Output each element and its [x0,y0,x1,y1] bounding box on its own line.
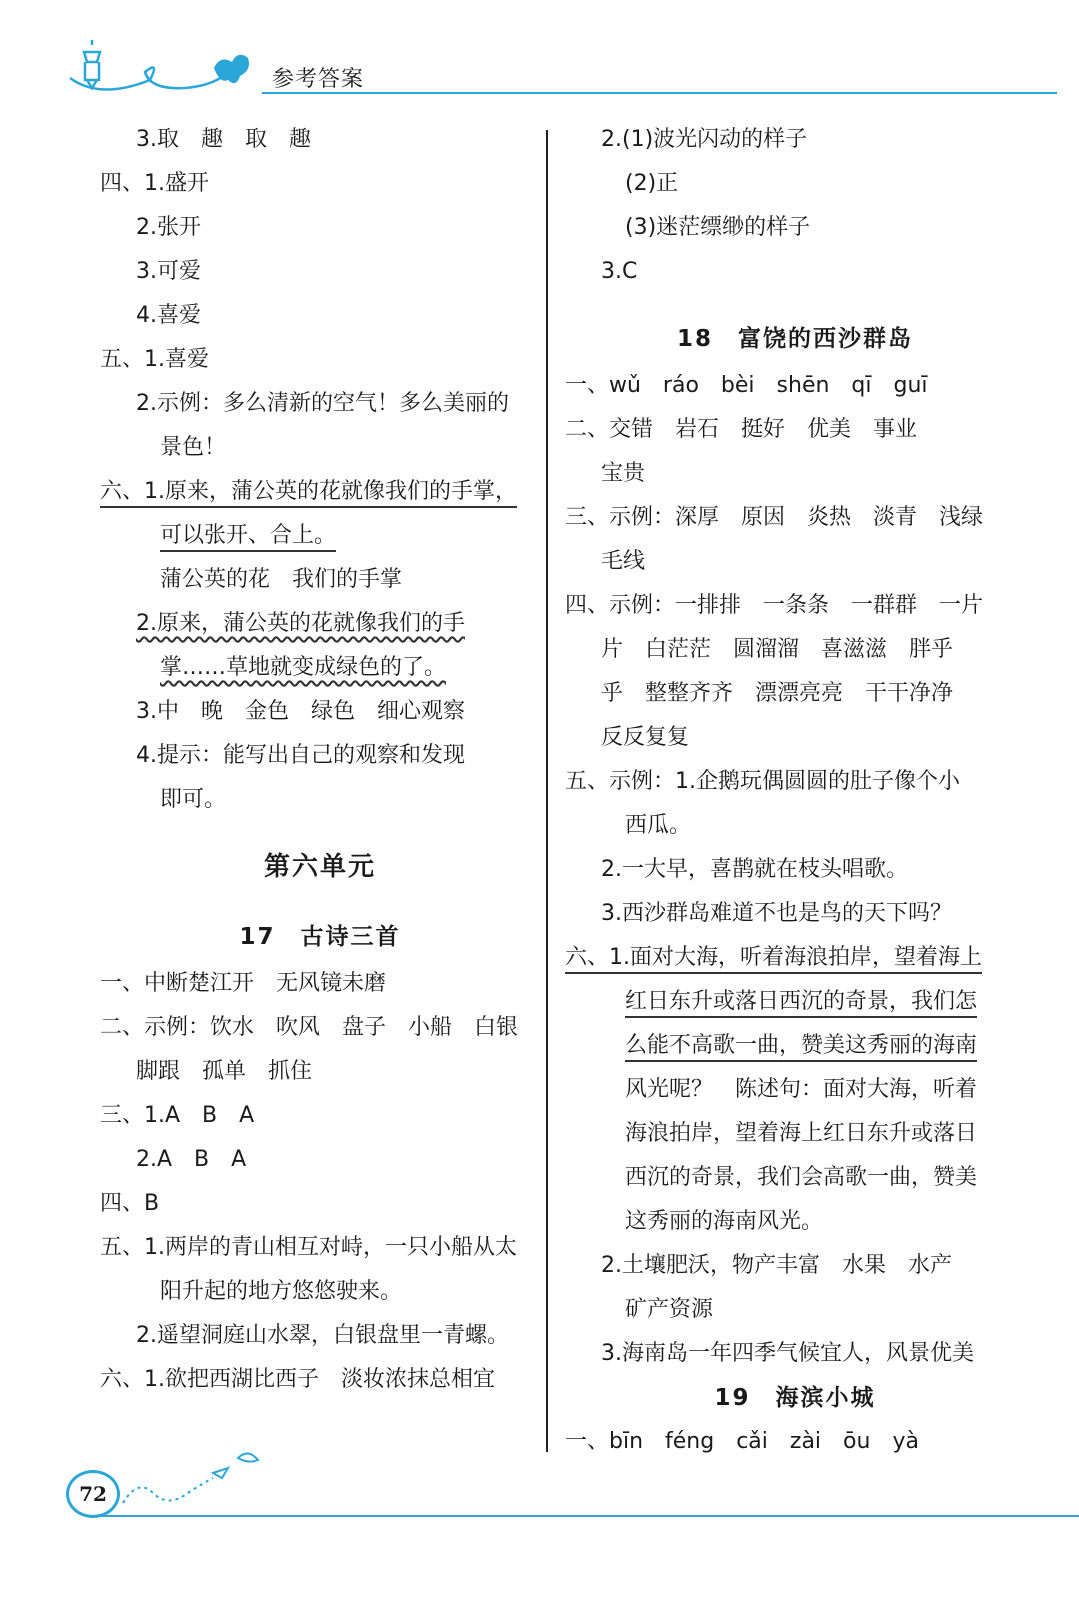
answer-line: 阳升起的地方悠悠驶来。 [160,1279,403,1304]
answer-line: 二、交错 岩石 挺好 优美 事业 [565,417,918,442]
answer-line: 3.可爱 [136,259,201,284]
underlined-answer: 六、1.原来，蒲公英的花就像我们的手掌， [100,479,517,508]
underlined-answer: 么能不高歌一曲，赞美这秀丽的海南 [625,1033,977,1062]
answer-line [100,602,540,646]
answer-line: 蒲公英的花 我们的手掌 [160,567,403,592]
answer-line: 一、bīn féng cǎi zài ōu yà [565,1429,919,1454]
answer-line: 脚跟 孤单 抓住 [136,1059,313,1084]
header-title: 参考答案 [272,67,365,92]
underlined-answer: 可以张开、合上。 [160,523,336,552]
answer-line: 一、wǔ ráo bèi shēn qī guī [565,373,928,398]
answer-line: 片 白茫茫 圆溜溜 喜滋滋 胖乎 [601,637,954,662]
answer-line: 矿产资源 [625,1297,714,1322]
answer-line: 毛线 [601,549,646,574]
answer-line: 3.取 趣 取 趣 [136,127,311,152]
column-divider [546,130,548,1452]
answer-line: 乎 整整齐齐 漂漂亮亮 干干净净 [601,681,954,706]
underlined-answer: 红日东升或落日西沉的奇景，我们怎 [625,989,977,1018]
header-rule [262,92,1057,94]
answer-line: 3.西沙群岛难道不也是鸟的天下吗？ [601,901,952,926]
answer-line: 2.(1)波光闪动的样子 [601,127,808,152]
footer-rule [100,1515,1079,1517]
right-column [565,118,1025,1464]
answer-line: 三、示例：深厚 原因 炎热 淡青 浅绿 [565,505,984,530]
answer-line: (3)迷茫缥缈的样子 [625,215,811,240]
answer-line: 三、1.A B A [100,1103,255,1128]
answer-line: 海浪拍岸，望着海上红日东升或落日 [625,1121,978,1146]
lesson-heading: 17 古诗三首 [239,924,401,950]
answer-line: 2.张开 [136,215,201,240]
wavy-underlined-answer: 掌……草地就变成绿色的了。 [160,655,447,680]
answer-line: 二、示例：饮水 吹风 盘子 小船 白银 [100,1015,519,1040]
answer-line: 4.喜爱 [136,303,201,328]
answer-line: 五、示例：1.企鹅玩偶圆圆的肚子像个小 [565,769,960,794]
answer-line [100,646,540,690]
answer-line: 2.一大早，喜鹊就在枝头唱歌。 [601,857,908,882]
answer-line: 2.遥望洞庭山水翠，白银盘里一青螺。 [136,1323,509,1348]
answer-line: 3.中 晚 金色 绿色 细心观察 [136,699,465,724]
answer-line: 四、1.盛开 [100,171,209,196]
answer-line: 一、中断楚江开 无风镜未磨 [100,971,387,996]
page-footer [0,1440,1079,1600]
page-header [0,0,1079,110]
answer-line: 四、示例：一排排 一条条 一群群 一片 [565,593,984,618]
answer-line: 4.提示：能写出自己的观察和发现 [136,743,465,768]
answer-line: 2.A B A [136,1147,247,1172]
lesson-heading: 19 海滨小城 [714,1385,876,1411]
answer-line [565,936,1025,980]
underlined-answer: 六、1.面对大海，听着海浪拍岸，望着海上 [565,945,982,974]
answer-line: 2.土壤肥沃，物产丰富 水果 水产 [601,1253,952,1278]
answer-line: 2.示例：多么清新的空气！多么美丽的 [136,391,509,416]
answer-line: 四、B [100,1191,160,1216]
unit-heading: 第六单元 [263,852,376,882]
answer-line: 景色！ [160,435,227,460]
bird-swirl-decoration-icon [118,1448,278,1508]
answer-line: (2)正 [625,171,679,196]
answer-line: 宝贵 [601,461,646,486]
answer-line: 3.C [601,259,638,284]
page-number: 72 [66,1470,120,1518]
answer-line [565,1024,1025,1068]
lesson-heading: 18 富饶的西沙群岛 [676,326,913,352]
answer-line [565,980,1025,1024]
answer-line: 西瓜。 [625,813,692,838]
wavy-underlined-answer: 2.原来，蒲公英的花就像我们的手 [136,611,465,636]
lantern-butterfly-decoration-icon [0,0,262,105]
answer-line: 即可。 [160,787,227,812]
answer-line [100,470,540,514]
answer-line: 反反复复 [601,725,690,750]
answer-line [100,514,540,558]
answer-line: 西沉的奇景，我们会高歌一曲，赞美 [625,1165,978,1190]
answer-line: 风光呢？ 陈述句：面对大海，听着 [625,1077,978,1102]
answer-line: 五、1.两岸的青山相互对峙，一只小船从太 [100,1235,517,1260]
answer-line: 五、1.喜爱 [100,347,209,372]
answer-line: 六、1.欲把西湖比西子 淡妆浓抹总相宜 [100,1367,495,1392]
answer-line: 这秀丽的海南风光。 [625,1209,824,1234]
left-column [100,118,540,1402]
answer-line: 3.海南岛一年四季气候宜人，风景优美 [601,1341,974,1366]
